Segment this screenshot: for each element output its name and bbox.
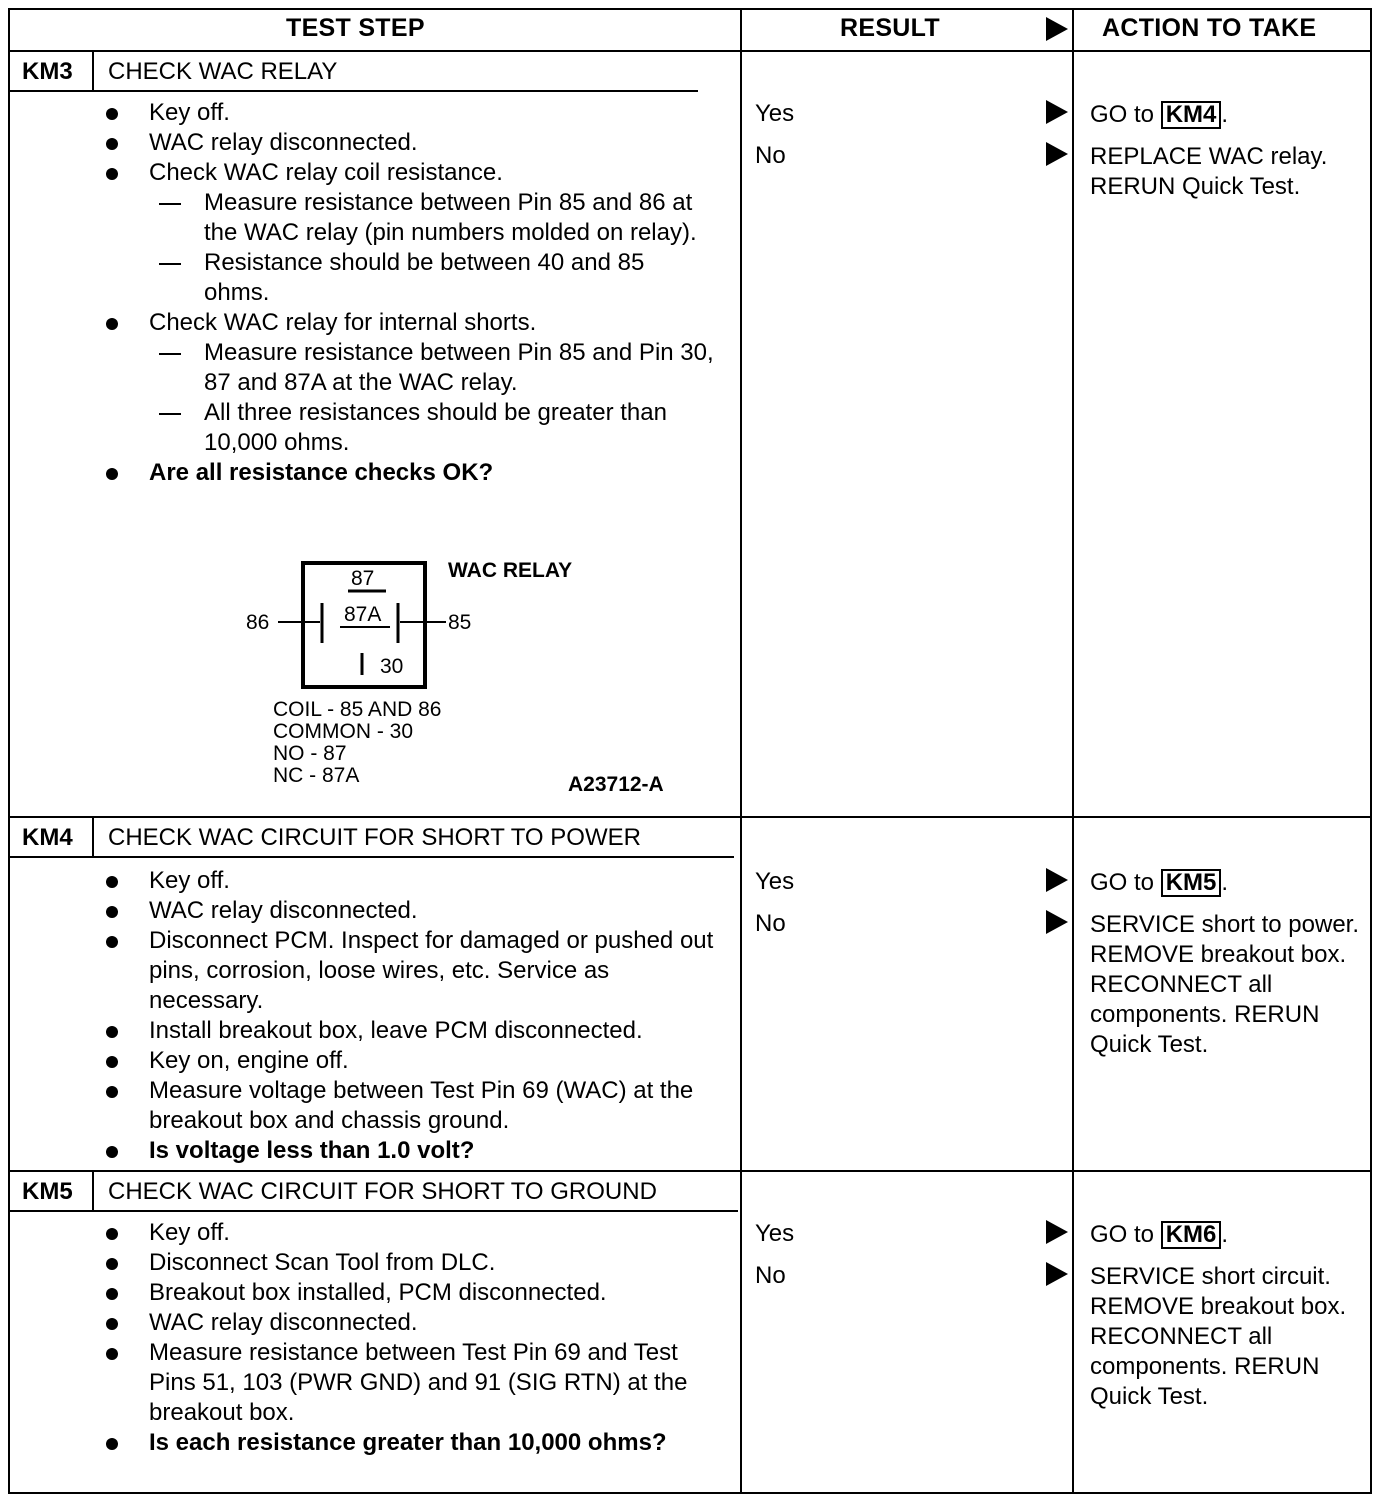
step-id: KM3 [22, 58, 73, 85]
table-border-left [8, 8, 10, 1494]
legend-line: COMMON - 30 [273, 720, 414, 743]
pin-30-label: 30 [380, 655, 404, 678]
step-instructions [104, 866, 714, 1166]
instruction-item: Disconnect PCM. Inspect for damaged or pushed out pins, corrosion, loose wires, etc. Service as necessary. [104, 926, 714, 1016]
step-instructions [104, 1218, 714, 1458]
instruction-item: Check WAC relay for internal shorts. Measure resistance between Pin 85 and Pin 30, 87 and 87A at the WAC relay. All three resistances should be greater than 10,000 ohms. [104, 308, 714, 458]
instruction-item: Disconnect Scan Tool from DLC. [104, 1248, 714, 1278]
step-id: KM5 [22, 1178, 73, 1205]
legend-line: NC - 87A [273, 764, 360, 787]
instruction-item: Key off. [104, 866, 714, 896]
result-yes: Yes [755, 868, 795, 895]
header-rule [8, 50, 1372, 52]
question-item: Are all resistance checks OK? [104, 458, 714, 488]
pin-87-label: 87 [351, 567, 375, 590]
row-divider [8, 1170, 1372, 1172]
step-instructions [104, 98, 714, 488]
table-border-right [1370, 8, 1372, 1494]
result-no: No [755, 910, 786, 937]
step-id-divider [92, 52, 94, 92]
step-title: CHECK WAC CIRCUIT FOR SHORT TO POWER [108, 824, 641, 851]
step-reference-link[interactable]: KM5 [1161, 869, 1222, 897]
step-id-divider [92, 1172, 94, 1212]
table-border-bottom [8, 1492, 1372, 1494]
action-yes: GO to KM6 . [1090, 1221, 1229, 1248]
action-yes: GO to KM4 . [1090, 101, 1229, 128]
instruction-item: Check WAC relay coil resistance. Measure resistance between Pin 85 and 86 at the WAC relay (pin numbers molded on relay). Resistance should be between 40 and 85 ohms. [104, 158, 714, 308]
arrow-icon [1046, 1220, 1068, 1244]
instruction-item: Install breakout box, leave PCM disconnected. [104, 1016, 714, 1046]
column-divider-action [1072, 8, 1074, 1494]
result-no: No [755, 1262, 786, 1289]
legend-line: COIL - 85 AND 86 [273, 698, 442, 721]
relay-legend [273, 699, 441, 787]
instruction-item: WAC relay disconnected. [104, 896, 714, 926]
header-action: ACTION TO TAKE [1102, 14, 1317, 42]
sub-instruction: Measure resistance between Pin 85 and 86 at the WAC relay (pin numbers molded on relay). [149, 188, 714, 248]
question-item: Is voltage less than 1.0 volt? [104, 1136, 714, 1166]
instruction-item: WAC relay disconnected. [104, 128, 714, 158]
instruction-item: Key on, engine off. [104, 1046, 714, 1076]
action-yes: GO to KM5 . [1090, 869, 1229, 896]
question-item: Is each resistance greater than 10,000 ohms? [104, 1428, 714, 1458]
header-test-step: TEST STEP [286, 14, 425, 42]
action-no: SERVICE short to power. REMOVE breakout box. RECONNECT all components. RERUN Quick Test. [1090, 911, 1360, 1058]
result-yes: Yes [755, 1220, 795, 1247]
result-no: No [755, 142, 786, 169]
arrow-icon [1046, 1262, 1068, 1286]
pin-86-label: 86 [246, 611, 270, 634]
sub-instruction: All three resistances should be greater than 10,000 ohms. [149, 398, 714, 458]
arrow-icon [1046, 100, 1068, 124]
title-underline [8, 856, 734, 858]
step-reference-link[interactable]: KM6 [1161, 1221, 1222, 1249]
arrow-icon [1046, 17, 1068, 41]
relay-title: WAC RELAY [448, 559, 573, 582]
action-no: REPLACE WAC relay. RERUN Quick Test. [1090, 143, 1328, 200]
arrow-icon [1046, 910, 1068, 934]
instruction-item: Measure voltage between Test Pin 69 (WAC) at the breakout box and chassis ground. [104, 1076, 714, 1136]
arrow-icon [1046, 142, 1068, 166]
table-border-top [8, 8, 1372, 10]
step-title: CHECK WAC RELAY [108, 58, 338, 85]
step-reference-link[interactable]: KM4 [1161, 101, 1222, 129]
instruction-item: Key off. [104, 1218, 714, 1248]
arrow-icon [1046, 868, 1068, 892]
title-underline [8, 90, 698, 92]
instruction-item: Key off. [104, 98, 714, 128]
legend-line: NO - 87 [273, 742, 347, 765]
step-id: KM4 [22, 824, 73, 851]
pin-85-label: 85 [448, 611, 472, 634]
sub-instruction: Measure resistance between Pin 85 and Pin 30, 87 and 87A at the WAC relay. [149, 338, 714, 398]
figure-id: A23712-A [568, 773, 664, 796]
instruction-item: Breakout box installed, PCM disconnected. [104, 1278, 714, 1308]
sub-instruction: Resistance should be between 40 and 85 ohms. [149, 248, 714, 308]
step-id-divider [92, 818, 94, 858]
column-divider-result [740, 8, 742, 1494]
instruction-item: WAC relay disconnected. [104, 1308, 714, 1338]
header-result: RESULT [840, 14, 940, 42]
wac-relay-diagram [240, 555, 710, 805]
row-divider [8, 816, 1372, 818]
instruction-item: Measure resistance between Test Pin 69 and Test Pins 51, 103 (PWR GND) and 91 (SIG RTN) at the breakout box. [104, 1338, 714, 1428]
pin-87a-label: 87A [344, 603, 382, 626]
step-title: CHECK WAC CIRCUIT FOR SHORT TO GROUND [108, 1178, 657, 1205]
title-underline [8, 1210, 738, 1212]
action-no: SERVICE short circuit. REMOVE breakout box. RECONNECT all components. RERUN Quick Test. [1090, 1263, 1347, 1410]
result-yes: Yes [755, 100, 795, 127]
